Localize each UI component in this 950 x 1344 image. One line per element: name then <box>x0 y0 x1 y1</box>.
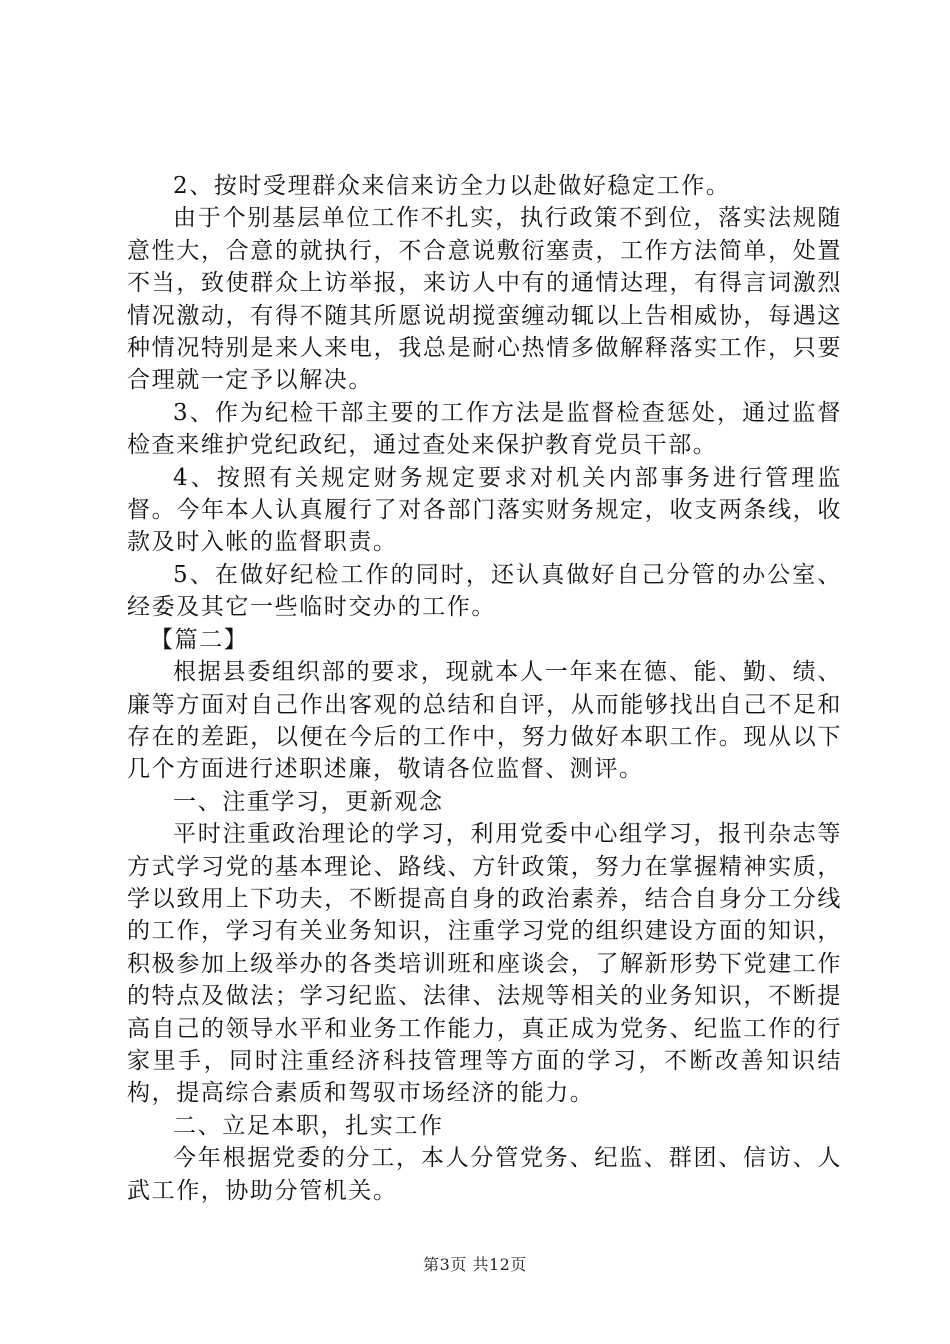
paragraph-item-2: 2、按时受理群众来信来访全力以赴做好稳定工作。 <box>173 173 731 199</box>
section-heading-study: 一、注重学习，更新观念 <box>173 788 444 815</box>
paragraph-item-5: 5、在做好纪检工作的同时，还认真做好自己分管的办公室、经委及其它一些临时交办的工作。 <box>127 561 842 621</box>
paragraph-intro: 根据县委组织部的要求，现就本人一年来在德、能、勤、绩、廉等方面对自己作出客观的总结和自评，从而能够找出自己不足和存在的差距，以便在今后的工作中，努力做好本职工作。现从以下几个方面进行述职述廉，敬请各位监督、测评。 <box>127 659 842 783</box>
paragraph-item-3: 3、作为纪检干部主要的工作方法是监督检查惩处，通过监督检查来维护党纪政纪，通过查处来保护教育党员干部。 <box>127 399 842 459</box>
section-heading-work: 二、立足本职，扎实工作 <box>173 1112 444 1139</box>
paragraph-work-details: 今年根据党委的分工，本人分管党务、纪监、群团、信访、人武工作，协助分管机关。 <box>127 1145 842 1204</box>
paragraph-petition-details: 由于个别基层单位工作不扎实，执行政策不到位，落实法规随意性大，合意的就执行，不合意说敷衍塞责，工作方法简单，处置不当，致使群众上访举报，来访人中有的通情达理，有得言词激烈情况激动，有得不随其所愿说胡搅蛮缠动辄以上告相威协，每遇这种情况特别是来人来电，我总是耐心热情多做解释落实工作，只要合理就一定予以解决。 <box>127 205 842 394</box>
document-body <box>127 170 842 1207</box>
page-number-footer: 第3页 共12页 <box>423 1255 527 1274</box>
paragraph-study-details: 平时注重政治理论的学习，利用党委中心组学习，报刊杂志等方式学习党的基本理论、路线、方针政策，努力在掌握精神实质，学以致用上下功夫，不断提高自身的政治素养，结合自身分工分线的工作，学习有关业务知识，注重学习党的组织建设方面的知识，积极参加上级举办的各类培训班和座谈会，了解新形势下党建工作的特点及做法；学习纪监、法律、法规等相关的业务知识，不断提高自己的领导水平和业务工作能力，真正成为党务、纪监工作的行家里手，同时注重经济科技管理等方面的学习，不断改善知识结构，提高综合素质和驾驭市场经济的能力。 <box>127 821 842 1107</box>
paragraph-item-4: 4、按照有关规定财务规定要求对机关内部事务进行管理监督。今年本人认真履行了对各部门落实财务规定，收支两条线，收款及时入帐的监督职责。 <box>127 464 842 556</box>
section-heading-part-two: 【篇二】 <box>150 626 249 653</box>
